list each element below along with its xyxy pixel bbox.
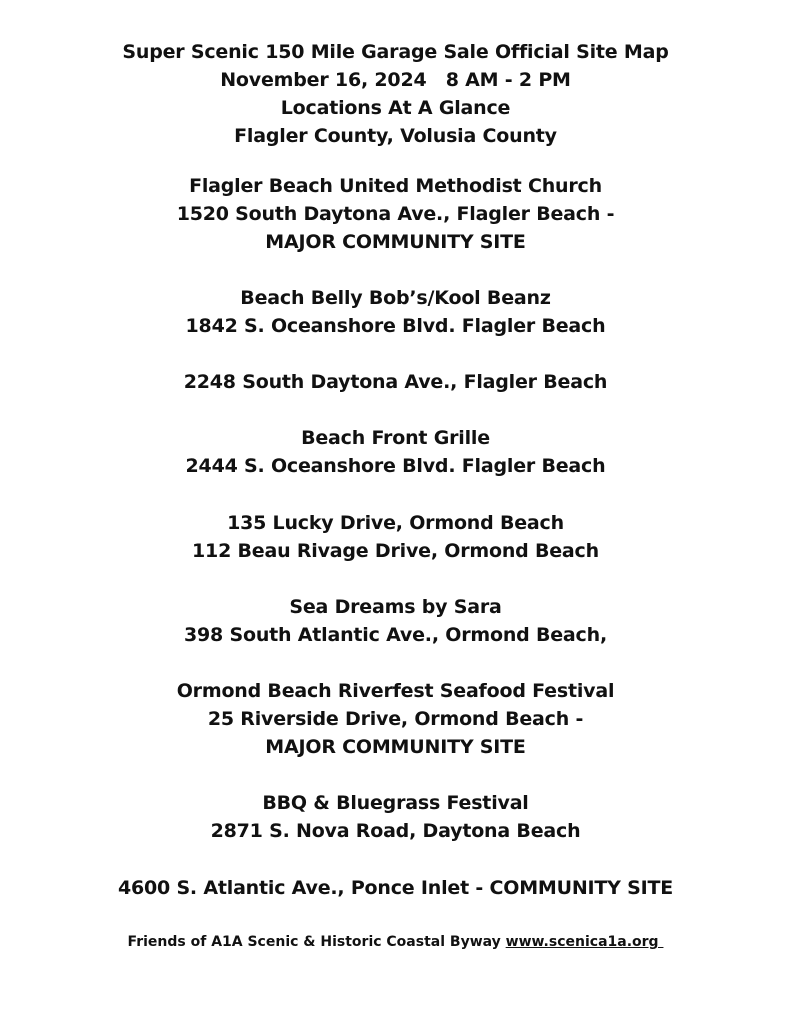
location-name: BBQ & Bluegrass Festival bbox=[262, 792, 529, 814]
counties-line: Flagler County, Volusia County bbox=[234, 125, 557, 147]
location-name: Flagler Beach United Methodist Church bbox=[189, 175, 602, 197]
location-name: Beach Belly Bob’s/Kool Beanz bbox=[240, 287, 551, 309]
location-address: 4600 S. Atlantic Ave., Ponce Inlet - COMMUNITY SITE bbox=[117, 877, 674, 899]
location-address: 112 Beau Rivage Drive, Ormond Beach bbox=[192, 540, 599, 562]
location-note: MAJOR COMMUNITY SITE bbox=[265, 736, 526, 758]
location-address: 1842 S. Oceanshore Blvd. Flagler Beach bbox=[185, 315, 606, 337]
location-address: 2248 South Daytona Ave., Flagler Beach bbox=[183, 371, 608, 393]
event-date-time: November 16, 2024 8 AM - 2 PM bbox=[220, 69, 571, 91]
location-address: 1520 South Daytona Ave., Flagler Beach - bbox=[176, 203, 615, 225]
location-name: Beach Front Grille bbox=[301, 427, 490, 449]
location-name: Sea Dreams by Sara bbox=[289, 596, 502, 618]
page-title: Super Scenic 150 Mile Garage Sale Official Site Map bbox=[122, 41, 669, 63]
location-address: 2871 S. Nova Road, Daytona Beach bbox=[210, 820, 581, 842]
location-name: Ormond Beach Riverfest Seafood Festival bbox=[176, 680, 615, 702]
location-address: 2444 S. Oceanshore Blvd. Flagler Beach bbox=[185, 455, 606, 477]
website-link[interactable]: www.scenica1a.org bbox=[505, 934, 664, 950]
location-address: 25 Riverside Drive, Ormond Beach - bbox=[207, 708, 584, 730]
page-subtitle: Locations At A Glance bbox=[280, 97, 511, 119]
location-note: MAJOR COMMUNITY SITE bbox=[265, 231, 526, 253]
location-address: 398 South Atlantic Ave., Ormond Beach, bbox=[184, 624, 607, 646]
footer-organization: Friends of A1A Scenic & Historic Coastal Byway bbox=[127, 934, 506, 950]
location-address: 135 Lucky Drive, Ormond Beach bbox=[227, 512, 564, 534]
footer bbox=[0, 930, 791, 954]
